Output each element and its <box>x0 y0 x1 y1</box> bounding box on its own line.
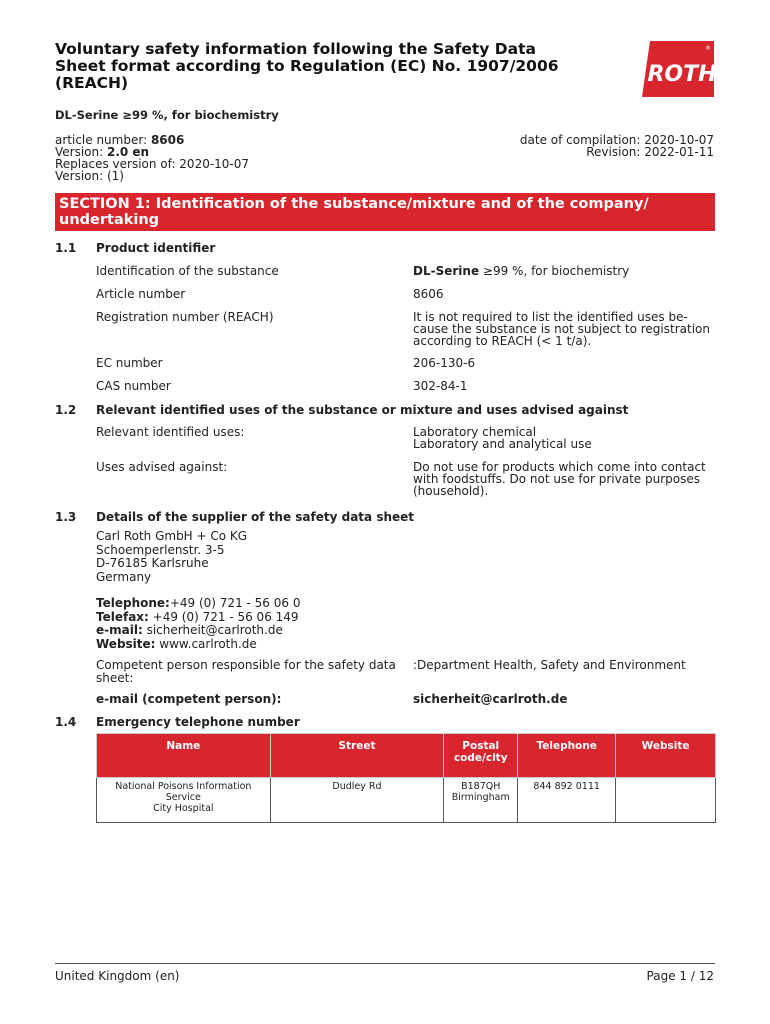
competent-person-value: :Department Health, Safety and Environment <box>413 658 686 672</box>
title-line-1: Voluntary safety information following the Safety Data <box>55 40 536 58</box>
col-header-street: Street <box>270 734 444 778</box>
meta-left <box>55 134 249 182</box>
uses-against-value: Do not use for products which come into contact with foodstuffs. Do not use for private purposes (household). <box>413 460 706 498</box>
identified-uses-label: Relevant identified uses: <box>96 425 245 439</box>
registration-value: It is not required to list the identified uses be- cause the substance is not subject to registration according to REACH (< 1 t/a). <box>413 310 710 348</box>
compilation-date: date of compilation: 2020-10-07 <box>519 133 714 147</box>
telefax-line: Telefax: +49 (0) 721 - 56 06 149 <box>96 609 299 624</box>
title-line-3: (REACH) <box>55 74 129 92</box>
identification-label: Identification of the substance <box>96 264 279 278</box>
replaces-version: Replaces version of: 2020-10-07 <box>55 157 250 171</box>
email-link[interactable]: sicherheit@carlroth.de <box>142 623 283 637</box>
uses-against-label: Uses advised against: <box>96 460 228 474</box>
article-number-value: 8606 <box>413 287 444 301</box>
ec-number-label: EC number <box>96 356 163 370</box>
table-row <box>97 778 716 823</box>
footer-country: United Kingdom (en) <box>55 969 180 983</box>
table-header-row <box>97 734 716 778</box>
competent-person-label: Competent person responsible for the safety data sheet: <box>96 658 396 685</box>
subsection-number-1-3: 1.3 <box>55 510 77 524</box>
section-title-line-1: SECTION 1: Identification of the substance/mixture and of the company/ <box>59 196 649 212</box>
article-number-label: Article number <box>96 287 186 301</box>
cell-website <box>616 778 716 823</box>
roth-logo <box>642 41 714 97</box>
footer-divider <box>55 963 715 964</box>
emergency-table <box>96 733 716 823</box>
subsection-number-1-2: 1.2 <box>55 403 77 417</box>
supplier-address: Carl Roth GmbH + Co KG Schoemperlenstr. 3-5 D-76185 Karlsruhe Germany <box>96 529 248 584</box>
cas-number-value: 302-84-1 <box>413 379 468 393</box>
registration-label: Registration number (REACH) <box>96 310 274 324</box>
cell-telephone: 844 892 0111 <box>518 778 616 823</box>
supplier-contacts <box>96 597 300 651</box>
section-title-line-2: undertaking <box>59 212 160 228</box>
cell-street: Dudley Rd <box>270 778 444 823</box>
telephone-line: Telephone:+49 (0) 721 - 56 06 0 <box>96 596 301 610</box>
website-link[interactable]: www.carlroth.de <box>155 636 257 651</box>
article-label: article number: <box>55 133 151 147</box>
logo-registered: ® <box>705 45 711 52</box>
col-header-postal: Postal code/city <box>444 734 518 778</box>
competent-email-value[interactable]: sicherheit@carlroth.de <box>413 692 568 706</box>
subsection-heading-1-3: Details of the supplier of the safety data sheet <box>96 510 415 524</box>
col-header-website: Website <box>616 734 716 778</box>
footer-page-number: Page 1 / 12 <box>646 969 714 983</box>
version-label: Version: <box>55 145 107 159</box>
revision-date: Revision: 2022-01-11 <box>586 145 714 159</box>
cell-postal: B187QH Birmingham <box>444 778 518 823</box>
identified-uses-value: Laboratory chemical Laboratory and analytical use <box>413 425 592 451</box>
col-header-name: Name <box>97 734 271 778</box>
subsection-number-1-4: 1.4 <box>55 715 77 729</box>
cell-name: National Poisons Information Service City Hospital <box>97 778 271 823</box>
competent-email-label: e-mail (competent person): <box>96 692 282 706</box>
ec-number-value: 206-130-6 <box>413 356 476 370</box>
website-line: Website: www.carlroth.de <box>96 636 257 651</box>
subsection-heading-1-4: Emergency telephone number <box>96 715 300 729</box>
product-line: DL-Serine ≥99 %, for biochemistry <box>55 108 279 122</box>
previous-version: Version: (1) <box>55 169 124 183</box>
subsection-heading-1-2: Relevant identified uses of the substance or mixture and uses advised against <box>96 403 629 417</box>
title-line-2: Sheet format according to Regulation (EC) No. 1907/2006 <box>55 57 559 75</box>
subsection-number-1-1: 1.1 <box>55 241 77 255</box>
subsection-heading-1-1: Product identifier <box>96 241 216 255</box>
col-header-telephone: Telephone <box>518 734 616 778</box>
logo-text: ROTH <box>647 62 714 87</box>
section-1-header <box>55 193 715 231</box>
article-value: 8606 <box>150 133 185 147</box>
meta-right <box>520 134 714 158</box>
cas-number-label: CAS number <box>96 379 171 393</box>
document-title <box>55 41 575 92</box>
email-line: e-mail: sicherheit@carlroth.de <box>96 623 283 637</box>
version-value: 2.0 en <box>106 145 150 159</box>
identification-value: DL-Serine ≥99 %, for biochemistry <box>413 264 630 278</box>
